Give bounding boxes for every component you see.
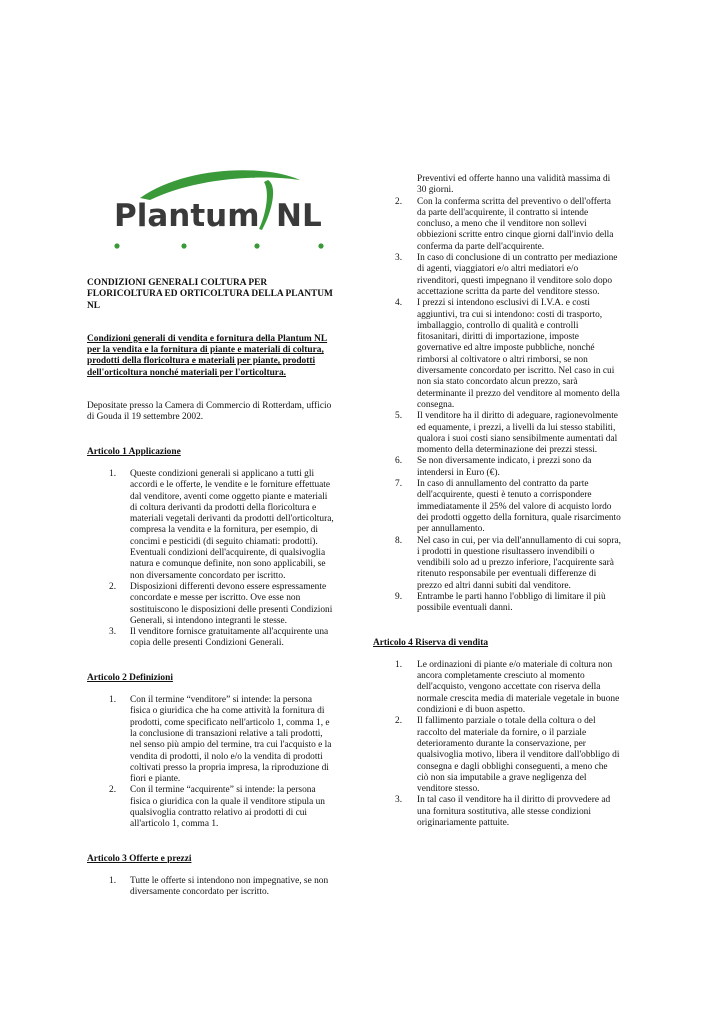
item-number: 1. (109, 468, 117, 479)
right-column (373, 174, 621, 829)
logo-dot (114, 243, 119, 248)
item-number: 9. (395, 591, 403, 602)
item-number: 8. (395, 535, 403, 546)
item-number: 2. (395, 196, 403, 207)
article-3-continuation: Preventivi ed offerte hanno una validità massima di 30 giorni. (417, 174, 611, 196)
item-number: 2. (109, 581, 117, 592)
item-text: I prezzi si intendono esclusivi di I.V.A. e costi aggiuntivi, tra cui si intendono: costi di trasporto, imballaggio, controllo di qualità e controlli fitosanitari, diritti di importazione, imposte governative ed altre imposte pubbliche, nonché rimborsi al coltivatore o altri rimborsi, se non diversamente concordato per iscritto. Nel caso in cui non sia stato concordato alcun prezzo, sarà determinante il prezzo del venditore al momento della consegna. (417, 298, 620, 410)
item-text: In tal caso il venditore ha il diritto di provvedere ad una fornitura sostitutiva, alle stesse condizioni originariamente pattuite. (417, 795, 611, 829)
list-item (87, 582, 334, 627)
item-number: 3. (395, 253, 403, 264)
list-item (87, 876, 334, 899)
item-text: Con la conferma scritta del preventivo o dell'offerta da parte dell'acquirente, il contratto si intende concluso, a meno che il venditore non sollevi obbiezioni scritte entro cinque giorni dall'invio della conferma da parte dell'acquirente. (417, 196, 614, 252)
article-4-list (373, 660, 621, 829)
list-item (373, 660, 621, 716)
list-item (373, 536, 621, 592)
item-text: Nel caso in cui, per via dell'annullamento di cui sopra, i prodotti in questione risultassero invendibili o vendibili solo ad u prezzo inferiore, l'acquirente sarà ritenuto responsabile per eventuali differenze di prezzo ed altri danni subiti dal venditore. (417, 535, 621, 591)
item-text: Queste condizioni generali si applicano a tutti gli accordi e le offerte, le vendite e le forniture effettuate dal venditore, aventi come oggetto piante e materiali di coltura derivanti da prodotti della floricoltura e materiali vegetali derivanti da prodotti dell'orticoltura, compresa la vendita e la fornitura, per esempio, di concimi e pesticidi (di seguito chiamati: prodotti). Eventuali condizioni dell'acquirente, di qualsivoglia natura e comunque definite, non sono applicabili, se non diversamente concordato per iscritto. (130, 468, 334, 581)
article-3-list (87, 876, 334, 899)
item-text: In caso di conclusione di un contratto per mediazione di agenti, viaggiatori e/o altri mediatori e/o rivenditori, questi impegnano il venditore solo dopo accettazione scritta da parte del venditore stesso. (417, 253, 618, 297)
list-item (373, 456, 621, 479)
item-text: In caso di annullamento del contratto da parte dell'acquirente, questi è tenuto a corrispondere immediatamente il 25% del valore di acquisto lordo dei prodotti oggetto della fornitura, quale risarcimento per annullamento. (417, 479, 621, 535)
logo-dot (318, 243, 323, 248)
list-item (373, 795, 621, 829)
item-number: 4. (395, 298, 403, 309)
list-item (373, 592, 621, 615)
article-3-list-continued (373, 197, 621, 615)
item-text: Con il termine “acquirente” si intende: la persona fisica o giuridica con la quale il venditore stipula un qualsivoglia contratto relativo ai prodotti di cui all'articolo 1, comma 1. (130, 785, 325, 830)
document-title: CONDIZIONI GENERALI COLTURA PER FLORICOLTURA ED ORTICOLTURA DELLA PLANTUM NL (87, 278, 333, 311)
article-4-heading: Articolo 4 Riserva di vendita (373, 637, 489, 648)
item-text: Tutte le offerte si intendono non impegnative, se non diversamente concordato per iscritto. (130, 875, 329, 898)
article-3-heading: Articolo 3 Offerte e prezzi (87, 853, 192, 864)
logo-text-suffix: NL (276, 198, 322, 234)
item-number: 7. (395, 479, 403, 490)
article-2-list (87, 695, 334, 831)
deposit-note: Depositate presso la Camera di Commercio di Rotterdam, ufficio di Gouda il 19 settembre 2002. (87, 401, 332, 423)
item-number: 6. (395, 456, 403, 467)
list-item (373, 716, 621, 795)
list-item (373, 479, 621, 535)
item-text: Le ordinazioni di piante e/o materiale di coltura non ancora completamente cresciuto al momento dell'acquisto, vengono accettate con riserva della normale crescita media di materiale vegetale in buone condizioni e di buon aspetto. (417, 659, 620, 716)
item-text: Con il termine “venditore” si intende: la persona fisica o giuridica che ha come attività la fornitura di prodotti, come specificato nell'articolo 1, comma 1, e la conclusione di transazioni relative a tali prodotti, nel senso più ampio del termine, tra cui l'acquisto e la vendita di prodotti, il nolo e/o la vendita di prodotti coltivati presso la propria impresa, la riproduzione di fiori e piante. (130, 695, 332, 785)
item-number: 1. (109, 875, 117, 886)
list-item (87, 469, 334, 582)
item-number: 1. (395, 659, 403, 670)
article-2-heading: Articolo 2 Definizioni (87, 672, 173, 683)
item-number: 3. (109, 627, 117, 638)
left-column (87, 278, 334, 898)
article-1-heading: Articolo 1 Applicazione (87, 446, 181, 457)
document-subtitle: Condizioni generali di vendita e fornitura della Plantum NL per la vendita e la fornitura di piante e materiali di coltura, prodotti della floricoltura e materiali per piante, prodotti dell'orticoltura nonché materiali per l'orticoltura. (87, 333, 328, 378)
item-text: Disposizioni differenti devono essere espressamente concordate e messe per iscritto. Ove esse non sostituiscono le disposizioni delle presenti Condizioni Generali, si intendono integranti le stesse. (130, 581, 333, 626)
item-number: 1. (109, 695, 117, 706)
item-text: Il venditore fornisce gratuitamente all'acquirente una copia delle presenti Condizioni Generali. (130, 627, 329, 649)
logo-dot (181, 243, 186, 248)
list-item (373, 197, 621, 253)
item-text: Se non diversamente indicato, i prezzi sono da intendersi in Euro (€). (417, 456, 592, 478)
item-text: Il venditore ha il diritto di adeguare, ragionevolmente ed equamente, i prezzi, a livelli da lui stesso stabiliti, qualora i suoi costi siano sensibilmente aumentati dal momento della determinazione dei prezzi stessi. (417, 411, 618, 456)
list-item (373, 411, 621, 456)
article-1-list (87, 469, 334, 650)
plantum-logo (100, 168, 340, 258)
item-number: 2. (395, 716, 403, 727)
item-text: Entrambe le parti hanno l'obbligo di limitare il più possibile eventuali danni. (417, 591, 606, 614)
item-number: 3. (395, 795, 403, 806)
item-number: 5. (395, 411, 403, 422)
list-item (87, 695, 334, 785)
item-number: 2. (109, 785, 117, 796)
list-item (87, 627, 334, 650)
list-item (373, 253, 621, 298)
item-text: Il fallimento parziale o totale della coltura o del raccolto del materiale da fornire, o il parziale deterioramento durante la conservazione, per qualsivoglia motivo, libera il venditore dall'obbligo di consegna e dagli obblighi conseguenti, a meno che ciò non sia imputabile a grave negligenza del venditore stesso. (417, 716, 620, 795)
list-item (87, 785, 334, 830)
logo-dot (254, 243, 259, 248)
list-item (373, 298, 621, 411)
logo-text-main: Plantum (114, 198, 260, 234)
